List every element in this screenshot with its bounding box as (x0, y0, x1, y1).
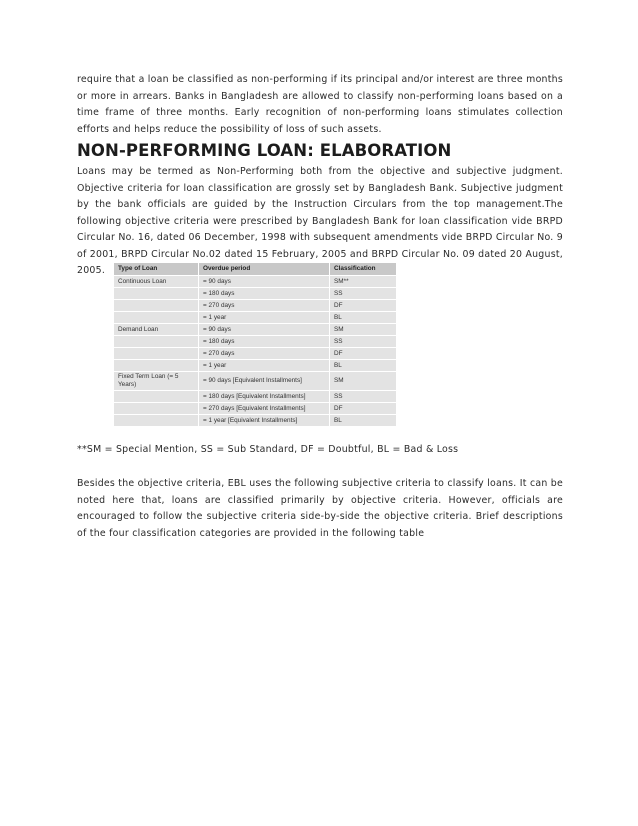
table-row (114, 300, 396, 311)
header-type-of-loan: Type of Loan (114, 263, 198, 275)
loan-type-cell (114, 336, 198, 347)
overdue-period-cell: = 90 days (199, 324, 329, 335)
overdue-period-cell: = 90 days (199, 276, 329, 287)
table-row (114, 415, 396, 426)
elaboration-paragraph: Loans may be termed as Non-Performing both from the objective and subjective judgment. Objective criteria for loan classification are grossly set by Bangladesh Bank. Subjective judgment by the bank officials are guided by the Instruction Circulars from the top management.The following objective criteria were prescribed by Bangladesh Bank for loan classification vide BRPD Circular No. 16, dated 06 December, 1998 with subsequent amendments vide BRPD Circular No. 9 of 2001, BRPD Circular No.02 dated 15 February, 2005 and BRPD Circular No. 09 dated 20 August, 2005. (77, 166, 563, 276)
overdue-period-cell: = 180 days [Equivalent Installments] (199, 391, 329, 402)
overdue-period-cell: = 180 days (199, 336, 329, 347)
loan-classification-table (113, 262, 397, 427)
classification-cell: SS (330, 391, 396, 402)
intro-paragraph: require that a loan be classified as non-performing if its principal and/or interest are three months or more in arrears. Banks in Bangladesh are allowed to classify non-performing loans based on a time frame of three months. Early recognition of non-performing loans stimulates collection efforts and helps reduce the possibility of loss of such assets. (77, 74, 563, 135)
loan-type-cell: Continuous Loan (114, 276, 198, 287)
overdue-period-cell: = 270 days (199, 300, 329, 311)
loan-type-cell (114, 360, 198, 371)
classification-footnote: **SM = Special Mention, SS = Sub Standard, DF = Doubtful, BL = Bad & Loss (77, 444, 459, 455)
table-row (114, 391, 396, 402)
table-row (114, 336, 396, 347)
table-row (114, 372, 396, 390)
table-row (114, 276, 396, 287)
classification-cell: SM (330, 324, 396, 335)
overdue-period-cell: = 270 days (199, 348, 329, 359)
overdue-period-cell: = 1 year [Equivalent Installments] (199, 415, 329, 426)
loan-type-cell (114, 415, 198, 426)
header-classification: Classification (330, 263, 396, 275)
loan-type-cell: Demand Loan (114, 324, 198, 335)
loan-type-cell (114, 312, 198, 323)
closing-paragraph: Besides the objective criteria, EBL uses the following subjective criteria to classify loans. It can be noted here that, loans are classified primarily by objective criteria. However, officials are encouraged to follow the subjective criteria side-by-side the objective criteria. Brief descriptions of the four classification categories are provided in the following table (77, 478, 563, 539)
loan-type-cell (114, 300, 198, 311)
overdue-period-cell: = 1 year (199, 360, 329, 371)
classification-cell: SM (330, 372, 396, 390)
loan-type-cell (114, 348, 198, 359)
classification-cell: SS (330, 336, 396, 347)
section-heading: NON-PERFORMING LOAN: ELABORATION (77, 141, 452, 160)
classification-cell: SM** (330, 276, 396, 287)
overdue-period-cell: = 180 days (199, 288, 329, 299)
table-row (114, 348, 396, 359)
table-row (114, 312, 396, 323)
classification-cell: DF (330, 300, 396, 311)
table-header-row (114, 263, 396, 275)
classification-cell: BL (330, 415, 396, 426)
table-row (114, 324, 396, 335)
overdue-period-cell: = 1 year (199, 312, 329, 323)
loan-type-cell (114, 288, 198, 299)
classification-cell: BL (330, 360, 396, 371)
loan-type-cell (114, 391, 198, 402)
overdue-period-cell: = 90 days [Equivalent Installments] (199, 372, 329, 390)
table-row (114, 403, 396, 414)
overdue-period-cell: = 270 days [Equivalent Installments] (199, 403, 329, 414)
classification-cell: DF (330, 348, 396, 359)
classification-cell: DF (330, 403, 396, 414)
classification-cell: BL (330, 312, 396, 323)
table-row (114, 288, 396, 299)
table-row (114, 360, 396, 371)
classification-cell: SS (330, 288, 396, 299)
header-overdue-period: Overdue period (199, 263, 329, 275)
loan-type-cell (114, 403, 198, 414)
loan-type-cell: Fixed Term Loan (= 5 Years) (114, 372, 198, 390)
